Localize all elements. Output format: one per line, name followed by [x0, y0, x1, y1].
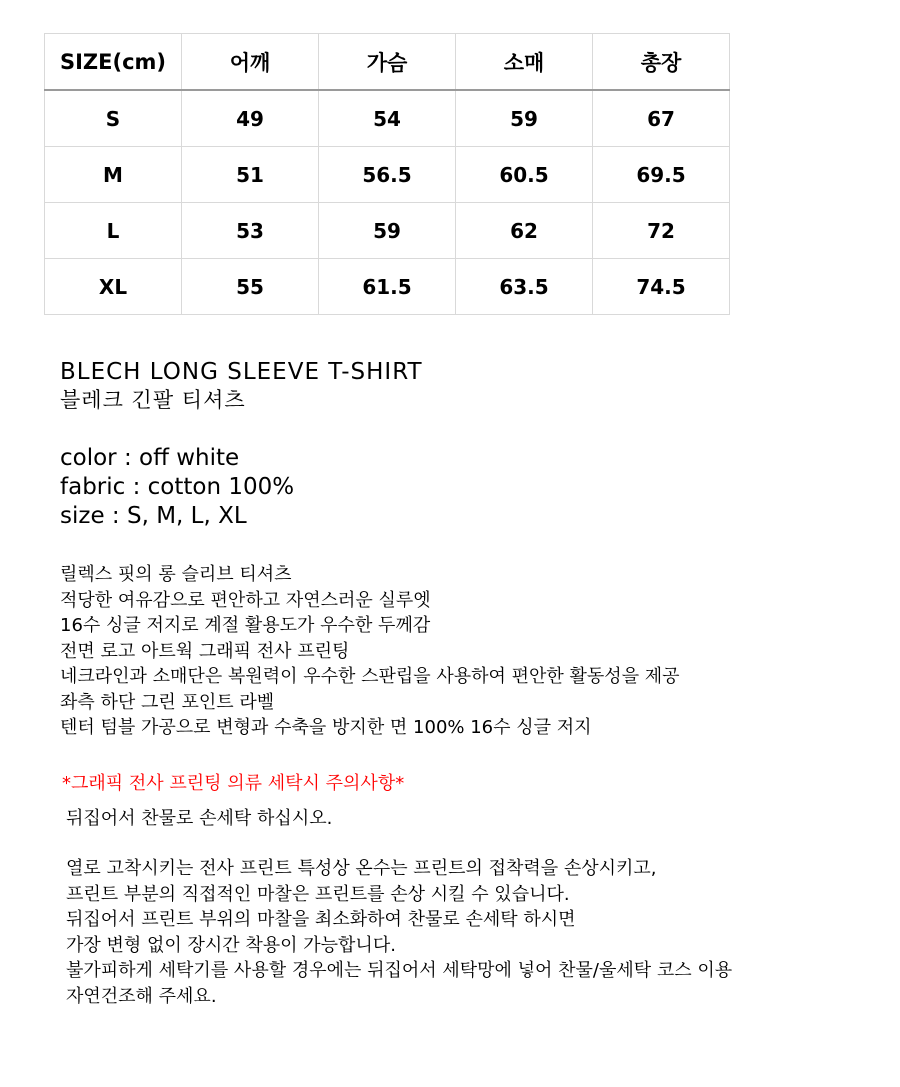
spec-color: color : off white: [60, 445, 240, 471]
table-row: [45, 203, 730, 259]
description-line: 적당한 여유감으로 편안하고 자연스러운 실루엣: [60, 589, 431, 611]
table-cell: 51: [182, 147, 319, 203]
table-cell: 62: [456, 203, 593, 259]
header-shoulder: 어깨: [182, 34, 319, 91]
table-cell: 69.5: [593, 147, 730, 203]
description-line: 16수 싱글 저지로 계절 활용도가 우수한 두께감: [60, 615, 431, 636]
care-line: 자연건조해 주세요.: [66, 985, 217, 1007]
description-line: 전면 로고 아트웍 그래픽 전사 프린팅: [60, 640, 350, 662]
description-line: 릴렉스 핏의 롱 슬리브 티셔츠: [60, 564, 292, 585]
care-line: 가장 변형 없이 장시간 착용이 가능합니다.: [66, 934, 396, 956]
care-line: 프린트 부분의 직접적인 마찰은 프린트를 손상 시킬 수 있습니다.: [66, 883, 570, 905]
table-cell: 60.5: [456, 147, 593, 203]
header-chest: 가슴: [319, 34, 456, 91]
care-warning-title: *그래픽 전사 프린팅 의류 세탁시 주의사항*: [62, 773, 405, 794]
description-line: 텐터 텀블 가공으로 변형과 수축을 방지한 면 100% 16수 싱글 저지: [60, 717, 592, 738]
care-instruction-paragraph: [66, 856, 732, 1009]
table-cell: 72: [593, 203, 730, 259]
product-name-english: BLECH LONG SLEEVE T-SHIRT: [60, 359, 423, 385]
table-cell: 55: [182, 259, 319, 315]
table-cell: 67: [593, 90, 730, 147]
table-cell: L: [45, 203, 182, 259]
size-table-header-row: [45, 34, 730, 91]
care-line: 열로 고착시키는 전사 프린트 특성상 온수는 프린트의 접착력을 손상시키고,: [66, 858, 657, 879]
care-line: 뒤집어서 프린트 부위의 마찰을 최소화하여 찬물로 손세탁 하시면: [66, 909, 576, 930]
table-cell: 49: [182, 90, 319, 147]
description-line: 네크라인과 소매단은 복원력이 우수한 스판립을 사용하여 편안한 활동성을 제공: [60, 666, 680, 687]
product-description: [60, 562, 680, 741]
spec-fabric: fabric : cotton 100%: [60, 474, 295, 500]
table-cell: S: [45, 90, 182, 147]
table-row: [45, 147, 730, 203]
table-row: [45, 259, 730, 315]
table-cell: M: [45, 147, 182, 203]
care-instruction-line: 뒤집어서 찬물로 손세탁 하십시오.: [66, 808, 333, 829]
header-sleeve: 소매: [456, 34, 593, 91]
table-cell: 61.5: [319, 259, 456, 315]
spec-size: size : S, M, L, XL: [60, 503, 247, 529]
header-total-length: 총장: [593, 34, 730, 91]
header-size: SIZE(cm): [45, 34, 182, 91]
table-row: [45, 90, 730, 147]
description-line: 좌측 하단 그린 포인트 라벨: [60, 691, 275, 713]
size-chart-table: [44, 33, 730, 315]
table-cell: XL: [45, 259, 182, 315]
table-cell: 59: [456, 90, 593, 147]
table-cell: 56.5: [319, 147, 456, 203]
table-cell: 53: [182, 203, 319, 259]
product-name-korean: 블레크 긴팔 티셔츠: [60, 388, 246, 412]
table-cell: 74.5: [593, 259, 730, 315]
care-line: 불가피하게 세탁기를 사용할 경우에는 뒤집어서 세탁망에 넣어 찬물/울세탁 코스 이용: [66, 960, 733, 981]
table-cell: 63.5: [456, 259, 593, 315]
product-specs: [60, 444, 294, 531]
table-cell: 54: [319, 90, 456, 147]
table-cell: 59: [319, 203, 456, 259]
